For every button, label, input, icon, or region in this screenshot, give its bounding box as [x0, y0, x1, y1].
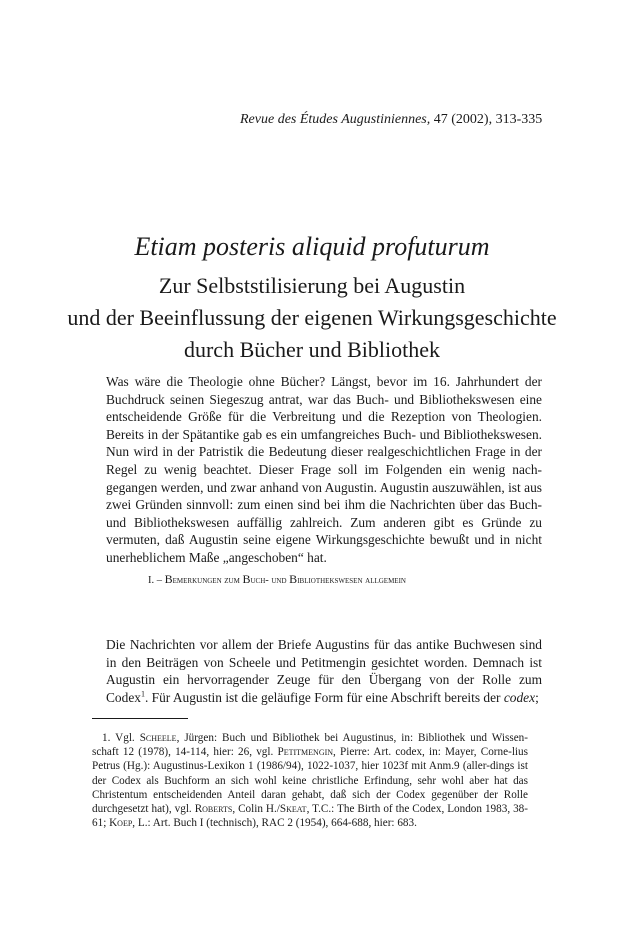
- footnote-reference[interactable]: 1: [140, 689, 145, 699]
- footnote-author-name: Skeat: [279, 803, 307, 816]
- section-heading: [148, 572, 406, 587]
- footnote-author-name: Koep: [109, 817, 133, 830]
- subtitle-line: durch Bücher und Bibliothek: [183, 337, 440, 362]
- footnote-author-name: Petitmengin: [277, 746, 334, 759]
- journal-name: Revue des Études Augustiniennes,: [240, 112, 431, 127]
- section-heading-text: emerkungen zum: [172, 575, 243, 586]
- paragraph-text: ;: [535, 689, 539, 705]
- footnote-text-segment: , Pierre: Art. codex, in: Mayer, Corne-lius Petrus (Hg.): Augustinus-Lexikon 1 (1986/94), 1022-1037, hier 1023f mit Anm.9 (aller-dings ist der Codex als Buchform an sich wohl keine christliche Erfindung, sehr wohl aber hat das Christentum entscheidenden Anteil daran gehabt, daß sich der Codex gegenüber der Rolle durchgesetzt hat), vgl.: [92, 746, 528, 816]
- footnote-author-name: Roberts: [194, 803, 233, 816]
- section-paragraph: [92, 636, 542, 706]
- subtitle-line: Zur Selbststilisierung bei Augustin: [158, 273, 466, 298]
- footnote-text-segment: , L.: Art. Buch I (technisch), RAC 2 (1954), 664-688, hier: 683.: [132, 817, 417, 830]
- footnote-divider: [92, 718, 188, 719]
- footnote-text-segment: , Jürgen: Buch und Bibliothek bei Augustinus, in: Bibliothek und Wissen-schaft 12 (1978), 14-114, hier: 26, vgl.: [92, 732, 528, 759]
- footnote-text-segment: , Colin H./: [232, 803, 280, 816]
- running-header: [240, 112, 542, 128]
- paragraph-text: Die Nachrichten vor allem der Briefe Augustins für das antike Buchwesen sind in den Beiträgen von Scheele und Petitmengin gesichtet worden. Demnach ist Augustin ein hervorragender Zeuge für den Übergang von der Rolle zum Codex: [106, 637, 542, 705]
- paragraph-text: . Für Augustin ist die geläufige Form für eine Abschrift bereits der: [144, 689, 504, 705]
- emphasized-word: codex: [503, 689, 536, 705]
- section-heading-text: uch- und: [250, 575, 290, 586]
- journal-citation: 47 (2002), 313-335: [433, 112, 543, 127]
- intro-paragraph: Was wäre die Theologie ohne Bücher? Längst, bevor im 16. Jahrhundert der Buchdruck seinen Siegeszug antrat, war das Buch- und Bibliothekswesen eine entscheidende Größe für die Verbreitung und die Rezeption von Theologien. Bereits in der Spätantike gab es ein umfangreiches Buch- und Bibliothekswesen. Nun wird in der Patristik die Bedeutung dieser realgeschichtlichen Frage in der Regel zu wenig beachtet. Dieser Frage soll im Folgenden ein wenig nach-gegangen werden, und zwar anhand von Augustin. Augustin auszuwählen, ist aus zwei Gründen sinnvoll: zum einen sind bei ihm die Nachrichten über das Buch- und Bibliothekswesen auffällig zahlreich. Zum anderen gibt es Gründe zu vermuten, daß Augustin seine eigene Wirkungsgeschichte bewußt und in nicht unerheblichem Maße „angeschoben“ hat.: [106, 374, 542, 565]
- footnote-text-segment: Vgl.: [110, 732, 140, 744]
- footnote-author-name: Scheele: [139, 732, 177, 744]
- footnote-text-segment: , T.C.: The Birth of the Codex, London 1983, 38-61;: [92, 803, 528, 830]
- section-heading-text: ibliothekswesen allgemein: [297, 575, 406, 586]
- footnote-number: 1.: [102, 732, 111, 744]
- footnote: [92, 731, 528, 830]
- article-title: Etiam posteris aliquid profuturum: [134, 232, 490, 261]
- section-heading-cap: B: [164, 572, 173, 586]
- subtitle-line: und der Beeinflussung der eigenen Wirkungsgeschichte: [67, 305, 557, 330]
- section-heading-cap: B: [242, 572, 251, 586]
- section-number: I. –: [148, 575, 165, 586]
- footnote-text: [92, 732, 528, 829]
- section-heading-cap: B: [289, 572, 298, 586]
- article-subtitle: [0, 270, 624, 366]
